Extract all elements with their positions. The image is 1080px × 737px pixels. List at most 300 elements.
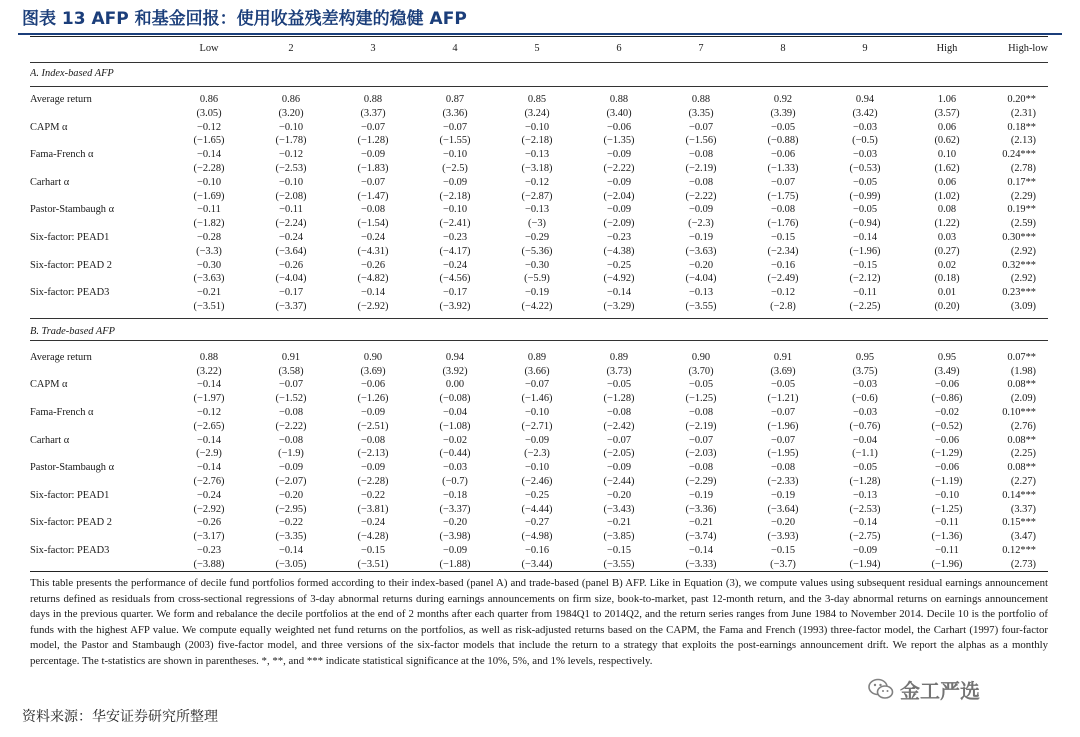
estimate-cell: −0.03 xyxy=(852,379,878,391)
estimate-cell: −0.09 xyxy=(442,544,468,556)
estimate-cell: −0.26 xyxy=(360,259,386,271)
row-label xyxy=(30,300,168,314)
estimate-cell: 0.87 xyxy=(445,94,465,105)
estimate-cell: −0.06 xyxy=(934,434,960,446)
estimate-cell: −0.24 xyxy=(360,517,386,529)
estimate-cell: −0.05 xyxy=(770,379,796,391)
t-stat-cell: (−4.28) xyxy=(357,531,389,543)
row-label xyxy=(30,162,168,176)
t-stat-cell: (−3.63) xyxy=(685,245,717,257)
estimate-cell: −0.16 xyxy=(524,544,550,556)
estimate-cell: −0.07 xyxy=(278,379,304,391)
estimate-cell: −0.09 xyxy=(524,434,550,446)
results-table xyxy=(30,36,1048,572)
t-stat-row xyxy=(30,272,1048,286)
t-stat-cell: (−3.55) xyxy=(603,558,635,570)
t-stat-cell: (−2.51) xyxy=(357,420,389,432)
t-stat-cell: (2.13) xyxy=(1010,135,1036,147)
t-stat-cell: (−2.5) xyxy=(442,162,468,174)
t-stat-cell: (−3.51) xyxy=(193,300,225,312)
estimate-cell: 0.12*** xyxy=(1002,544,1036,556)
t-stat-cell: (−3.3) xyxy=(196,245,222,257)
t-stat-cell: (−2.41) xyxy=(439,218,471,230)
estimate-cell: 0.90 xyxy=(691,351,711,363)
estimate-cell: 0.88 xyxy=(691,94,711,105)
estimate-cell: 0.91 xyxy=(281,351,301,363)
estimate-row xyxy=(30,203,1048,217)
estimate-cell: −0.15 xyxy=(770,544,796,556)
t-stat-cell: (−1.94) xyxy=(849,558,881,570)
t-stat-cell: (−1.96) xyxy=(767,420,799,432)
estimate-cell: −0.06 xyxy=(934,379,960,391)
estimate-cell: −0.06 xyxy=(360,379,386,391)
t-stat-cell: (−3.35) xyxy=(275,531,307,543)
column-header: 3 xyxy=(370,43,376,54)
t-stat-cell: (−3.33) xyxy=(685,558,717,570)
t-stat-cell: (−0.86) xyxy=(931,393,963,405)
t-stat-cell: (−2.28) xyxy=(357,475,389,487)
estimate-cell: −0.08 xyxy=(360,204,386,216)
estimate-cell: 0.95 xyxy=(855,351,875,363)
row-label xyxy=(30,392,168,406)
estimate-cell: 0.86 xyxy=(281,94,301,105)
estimate-row xyxy=(30,378,1048,392)
t-stat-cell: (3.70) xyxy=(688,365,714,377)
estimate-row xyxy=(30,231,1048,245)
row-label xyxy=(30,447,168,461)
t-stat-cell: (2.59) xyxy=(1010,218,1036,230)
t-stat-cell: (3.75) xyxy=(852,365,878,377)
t-stat-cell: (−0.99) xyxy=(849,190,881,202)
t-stat-cell: (−4.38) xyxy=(603,245,635,257)
t-stat-cell: (−1.55) xyxy=(439,135,471,147)
estimate-row xyxy=(30,286,1048,300)
estimate-cell: −0.20 xyxy=(606,489,632,501)
t-stat-cell: (−4.04) xyxy=(275,273,307,285)
t-stat-cell: (−2.13) xyxy=(357,448,389,460)
spacer-cell xyxy=(30,344,1048,351)
estimate-cell: −0.05 xyxy=(770,121,796,133)
estimate-cell: −0.12 xyxy=(278,149,304,161)
estimate-cell: −0.16 xyxy=(770,259,796,271)
estimate-cell: −0.13 xyxy=(852,489,878,501)
t-stat-cell: (−1.95) xyxy=(767,448,799,460)
t-stat-cell: (−3.85) xyxy=(603,531,635,543)
row-label xyxy=(30,134,168,148)
estimate-cell: −0.14 xyxy=(852,231,878,243)
column-header: 6 xyxy=(616,43,622,54)
estimate-cell: 0.24*** xyxy=(1002,149,1036,161)
t-stat-cell: (2.31) xyxy=(1010,107,1036,119)
t-stat-cell: (−1.96) xyxy=(849,245,881,257)
estimate-cell: −0.03 xyxy=(852,149,878,161)
estimate-row xyxy=(30,351,1048,365)
estimate-cell: −0.26 xyxy=(278,259,304,271)
t-stat-cell: (2.09) xyxy=(1010,393,1036,405)
column-header: 5 xyxy=(534,43,540,54)
estimate-cell: −0.07 xyxy=(442,121,468,133)
t-stat-cell: (−4.92) xyxy=(603,273,635,285)
t-stat-cell: (−4.44) xyxy=(521,503,553,515)
row-label: Pastor-Stambaugh α xyxy=(30,462,115,474)
t-stat-row xyxy=(30,420,1048,434)
t-stat-cell: (−1.46) xyxy=(521,393,553,405)
estimate-cell: 0.10 xyxy=(937,149,957,161)
row-label: Average return xyxy=(30,94,92,105)
t-stat-cell: (−0.7) xyxy=(442,475,468,487)
t-stat-row xyxy=(30,558,1048,572)
t-stat-cell: (−4.04) xyxy=(685,273,717,285)
panel-header-row xyxy=(30,320,1048,344)
table-note: This table presents the performance of decile fund portfolios formed according to their index-based (panel A) and trade-based (panel B) AFP. Like in Equation (3), we compute values using subsequent residual earnings announcement returns defined as residuals from cross-sectional regressions of 3-day abnormal returns during earnings announcements on firm size, book-to-market, past 12-month return, and the 3-day abnormal returns on earnings announcement days in the previous quarter. We form and rebalance the decile portfolios at the end of 2 months after each quarter from 1984Q1 to 2014Q2, and the return series ranges from June 1984 to November 2014. Decile 10 is the portfolio of funds with the highest AFP value. We compute equally weighted net fund returns on the portfolios, as well as risk-adjusted returns based on the CAPM, the Fama and French (1993) three-factor model, the Carhart (1997) four-factor model, the Pastor and Stambaugh (2003) five-factor model, and three versions of the six-factor models that include the return to a strategy that exploits the post-earnings announcement drift. We report the alphas as a monthly percentage. The t-statistics are shown in parentheses. *, **, and *** indicate statistical significance at the 10%, 5%, and 1% levels, respectively. xyxy=(30,577,1048,667)
t-stat-cell: (−2.76) xyxy=(193,475,225,487)
row-label xyxy=(30,107,168,121)
t-stat-row xyxy=(30,530,1048,544)
t-stat-cell: (2.25) xyxy=(1010,448,1036,460)
estimate-cell: −0.04 xyxy=(852,434,878,446)
estimate-cell: −0.10 xyxy=(278,176,304,188)
estimate-cell: 0.20** xyxy=(1007,94,1036,105)
t-stat-cell: (−1.33) xyxy=(767,162,799,174)
estimate-cell: −0.22 xyxy=(278,517,304,529)
estimate-cell: −0.09 xyxy=(688,204,714,216)
estimate-cell: −0.07 xyxy=(606,434,632,446)
row-label xyxy=(30,245,168,259)
t-stat-cell: (−4.31) xyxy=(357,245,389,257)
estimate-cell: −0.06 xyxy=(606,121,632,133)
figure-title: 图表 13 AFP 和基金回报：使用收益残差构建的稳健 AFP xyxy=(22,9,467,29)
t-stat-cell: (−2.34) xyxy=(767,245,799,257)
estimate-cell: −0.07 xyxy=(360,176,386,188)
estimate-row xyxy=(30,489,1048,503)
column-header: 4 xyxy=(452,43,458,54)
estimate-cell: −0.03 xyxy=(852,406,878,418)
t-stat-cell: (−1.25) xyxy=(685,393,717,405)
estimate-cell: −0.08 xyxy=(688,149,714,161)
t-stat-cell: (−4.56) xyxy=(439,273,471,285)
estimate-cell: 0.86 xyxy=(199,94,219,105)
estimate-cell: −0.11 xyxy=(935,544,959,556)
watermark-text: 金工严选 xyxy=(900,679,980,703)
t-stat-cell: (−2.3) xyxy=(688,218,714,230)
t-stat-cell: (−1.82) xyxy=(193,218,225,230)
t-stat-cell: (−0.94) xyxy=(849,218,881,230)
t-stat-cell: (−4.98) xyxy=(521,531,553,543)
row-label: Carhart α xyxy=(30,434,70,446)
estimate-cell: −0.29 xyxy=(524,231,550,243)
t-stat-cell: (−2.65) xyxy=(193,420,225,432)
t-stat-cell: (−0.6) xyxy=(852,393,878,405)
t-stat-cell: (−3.44) xyxy=(521,558,553,570)
estimate-cell: −0.17 xyxy=(278,287,304,299)
t-stat-row xyxy=(30,392,1048,406)
t-stat-cell: (3.36) xyxy=(442,107,468,119)
t-stat-cell: (1.98) xyxy=(1010,365,1036,377)
estimate-cell: −0.28 xyxy=(196,231,222,243)
t-stat-cell: (−3.18) xyxy=(521,162,553,174)
estimate-cell: −0.25 xyxy=(606,259,632,271)
column-header: 8 xyxy=(780,43,786,54)
t-stat-cell: (−1.78) xyxy=(275,135,307,147)
t-stat-cell: (−1.21) xyxy=(767,393,799,405)
t-stat-cell: (3.92) xyxy=(442,365,468,377)
spacer-cell xyxy=(30,86,1048,93)
estimate-cell: 0.19** xyxy=(1007,204,1036,216)
t-stat-cell: (−3.88) xyxy=(193,558,225,570)
t-stat-cell: (2.73) xyxy=(1010,558,1036,570)
t-stat-cell: (−2.9) xyxy=(196,448,222,460)
t-stat-cell: (3.09) xyxy=(1010,300,1036,312)
table-body xyxy=(30,62,1048,572)
row-label xyxy=(30,420,168,434)
estimate-cell: 0.88 xyxy=(199,351,219,363)
estimate-cell: 0.89 xyxy=(527,351,547,363)
estimate-cell: 0.01 xyxy=(937,287,957,299)
estimate-cell: −0.07 xyxy=(688,121,714,133)
estimate-cell: −0.08 xyxy=(688,462,714,474)
estimate-cell: 0.07** xyxy=(1007,351,1036,363)
estimate-cell: −0.09 xyxy=(278,462,304,474)
t-stat-cell: (−3.7) xyxy=(770,558,796,570)
t-stat-cell: (−1.54) xyxy=(357,218,389,230)
t-stat-cell: (−2.03) xyxy=(685,448,717,460)
t-stat-cell: (−2.22) xyxy=(603,162,635,174)
estimate-cell: −0.21 xyxy=(606,517,632,529)
estimate-cell: −0.07 xyxy=(770,434,796,446)
estimate-cell: −0.10 xyxy=(442,149,468,161)
t-stat-cell: (−0.44) xyxy=(439,448,471,460)
row-label: Fama-French α xyxy=(30,149,94,161)
spacer-row xyxy=(30,344,1048,351)
t-stat-cell: (3.49) xyxy=(934,365,960,377)
estimate-cell: −0.12 xyxy=(196,406,222,418)
t-stat-row xyxy=(30,134,1048,148)
t-stat-cell: (−2.05) xyxy=(603,448,635,460)
row-label: Six-factor: PEAD1 xyxy=(30,489,110,501)
row-label: Six-factor: PEAD 2 xyxy=(30,259,112,271)
t-stat-cell: (3.37) xyxy=(1010,503,1036,515)
t-stat-cell: (−1.25) xyxy=(931,503,963,515)
wechat-icon xyxy=(868,678,894,708)
estimate-cell: −0.14 xyxy=(852,517,878,529)
estimate-cell: 0.17** xyxy=(1007,176,1036,188)
t-stat-cell: (−1.69) xyxy=(193,190,225,202)
estimate-row xyxy=(30,121,1048,135)
t-stat-cell: (3.42) xyxy=(852,107,878,119)
t-stat-cell: (3.57) xyxy=(934,107,960,119)
title-rule xyxy=(18,33,1062,35)
t-stat-cell: (−1.29) xyxy=(931,448,963,460)
t-stat-cell: (−2.3) xyxy=(524,448,550,460)
t-stat-row xyxy=(30,190,1048,204)
estimate-cell: −0.13 xyxy=(688,287,714,299)
estimate-cell: 0.18** xyxy=(1007,121,1036,133)
estimate-cell: −0.07 xyxy=(770,176,796,188)
estimate-cell: −0.15 xyxy=(852,259,878,271)
t-stat-cell: (3.47) xyxy=(1010,531,1036,543)
column-header: High-low xyxy=(1008,43,1048,54)
t-stat-cell: (−3.92) xyxy=(439,300,471,312)
column-header: 2 xyxy=(288,43,294,54)
estimate-cell: −0.19 xyxy=(524,287,550,299)
t-stat-row xyxy=(30,162,1048,176)
t-stat-cell: (−1.28) xyxy=(849,475,881,487)
estimate-cell: −0.10 xyxy=(934,489,960,501)
estimate-cell: −0.30 xyxy=(524,259,550,271)
t-stat-cell: (−2.25) xyxy=(849,300,881,312)
t-stat-cell: (3.22) xyxy=(196,365,222,377)
estimate-row xyxy=(30,434,1048,448)
estimate-row xyxy=(30,544,1048,558)
estimate-cell: −0.06 xyxy=(934,462,960,474)
t-stat-cell: (−3.29) xyxy=(603,300,635,312)
row-label xyxy=(30,475,168,489)
t-stat-cell: (3.73) xyxy=(606,365,632,377)
estimate-cell: 0.85 xyxy=(527,94,547,105)
t-stat-cell: (1.02) xyxy=(934,190,960,202)
estimate-cell: −0.05 xyxy=(852,462,878,474)
t-stat-cell: (2.27) xyxy=(1010,475,1036,487)
column-header: High xyxy=(936,43,958,54)
t-stat-cell: (2.29) xyxy=(1010,190,1036,202)
t-stat-cell: (−2.53) xyxy=(849,503,881,515)
estimate-cell: −0.03 xyxy=(852,121,878,133)
estimate-cell: −0.19 xyxy=(688,489,714,501)
t-stat-cell: (−2.53) xyxy=(275,162,307,174)
estimate-cell: −0.14 xyxy=(360,287,386,299)
t-stat-cell: (2.78) xyxy=(1010,162,1036,174)
row-label xyxy=(30,217,168,231)
estimate-cell: 0.10*** xyxy=(1002,406,1036,418)
t-stat-cell: (−2.44) xyxy=(603,475,635,487)
estimate-cell: −0.08 xyxy=(770,462,796,474)
estimate-cell: 0.03 xyxy=(937,231,957,243)
estimate-cell: 0.91 xyxy=(773,351,793,363)
estimate-cell: 0.94 xyxy=(445,351,465,363)
t-stat-cell: (−2.18) xyxy=(521,135,553,147)
estimate-cell: −0.19 xyxy=(770,489,796,501)
row-label xyxy=(30,272,168,286)
row-label: CAPM α xyxy=(30,121,68,133)
t-stat-cell: (−1.97) xyxy=(193,393,225,405)
t-stat-row xyxy=(30,245,1048,259)
row-label: Six-factor: PEAD3 xyxy=(30,544,110,556)
t-stat-cell: (3.69) xyxy=(360,365,386,377)
t-stat-cell: (2.92) xyxy=(1010,245,1036,257)
t-stat-cell: (−2.19) xyxy=(685,162,717,174)
t-stat-cell: (3.35) xyxy=(688,107,714,119)
estimate-cell: −0.15 xyxy=(770,231,796,243)
t-stat-cell: (−2.33) xyxy=(767,475,799,487)
estimate-cell: −0.20 xyxy=(278,489,304,501)
t-stat-cell: (1.62) xyxy=(934,162,960,174)
t-stat-cell: (−2.12) xyxy=(849,273,881,285)
t-stat-cell: (−3.17) xyxy=(193,531,225,543)
estimate-cell: −0.20 xyxy=(688,259,714,271)
t-stat-cell: (−1.9) xyxy=(278,448,304,460)
t-stat-cell: (−3.37) xyxy=(275,300,307,312)
t-stat-cell: (−2.42) xyxy=(603,420,635,432)
estimate-cell: −0.07 xyxy=(688,434,714,446)
t-stat-cell: (−3.51) xyxy=(357,558,389,570)
t-stat-cell: (3.69) xyxy=(770,365,796,377)
panel-label: A. Index-based AFP xyxy=(30,68,114,79)
estimate-cell: 0.15*** xyxy=(1002,517,1036,529)
t-stat-cell: (2.76) xyxy=(1010,420,1036,432)
t-stat-cell: (3.05) xyxy=(196,107,222,119)
estimate-cell: −0.05 xyxy=(852,176,878,188)
t-stat-cell: (−1.19) xyxy=(931,475,963,487)
estimate-cell: −0.08 xyxy=(688,176,714,188)
estimate-cell: −0.07 xyxy=(360,121,386,133)
t-stat-cell: (3.39) xyxy=(770,107,796,119)
estimate-cell: −0.21 xyxy=(688,517,714,529)
watermark xyxy=(868,676,980,706)
t-stat-cell: (2.92) xyxy=(1010,273,1036,285)
estimate-cell: −0.26 xyxy=(196,517,222,529)
t-stat-cell: (−2.24) xyxy=(275,218,307,230)
panel-label: B. Trade-based AFP xyxy=(30,325,115,337)
t-stat-cell: (−2.08) xyxy=(275,190,307,202)
row-label: Pastor-Stambaugh α xyxy=(30,204,115,216)
t-stat-cell: (−1.36) xyxy=(931,531,963,543)
estimate-cell: −0.15 xyxy=(360,544,386,556)
t-stat-cell: (3.24) xyxy=(524,107,550,119)
t-stat-cell: (−1.35) xyxy=(603,135,635,147)
estimate-cell: 0.30*** xyxy=(1002,231,1036,243)
row-label xyxy=(30,530,168,544)
estimate-cell: −0.09 xyxy=(606,176,632,188)
estimate-cell: −0.21 xyxy=(196,287,222,299)
estimate-cell: −0.25 xyxy=(524,489,550,501)
column-header: Low xyxy=(199,43,219,54)
estimate-cell: −0.03 xyxy=(442,462,468,474)
estimate-cell: −0.13 xyxy=(524,149,550,161)
estimate-cell: −0.05 xyxy=(688,379,714,391)
estimate-cell: −0.11 xyxy=(197,204,221,216)
row-label: Fama-French α xyxy=(30,406,94,418)
estimate-cell: 0.06 xyxy=(937,121,957,133)
t-stat-cell: (−4.17) xyxy=(439,245,471,257)
t-stat-cell: (−2.04) xyxy=(603,190,635,202)
estimate-cell: −0.09 xyxy=(606,462,632,474)
estimate-row xyxy=(30,461,1048,475)
estimate-cell: −0.02 xyxy=(934,406,960,418)
estimate-cell: −0.12 xyxy=(196,121,222,133)
estimate-cell: −0.09 xyxy=(360,149,386,161)
estimate-row xyxy=(30,148,1048,162)
column-header: 7 xyxy=(698,43,704,54)
estimate-cell: −0.27 xyxy=(524,517,550,529)
t-stat-cell: (−1.56) xyxy=(685,135,717,147)
estimate-cell: 0.89 xyxy=(609,351,629,363)
t-stat-cell: (−2.22) xyxy=(275,420,307,432)
estimate-cell: −0.30 xyxy=(196,259,222,271)
t-stat-cell: (−1.52) xyxy=(275,393,307,405)
row-label: Six-factor: PEAD 2 xyxy=(30,517,112,529)
estimate-cell: −0.17 xyxy=(442,287,468,299)
estimate-cell: −0.14 xyxy=(196,462,222,474)
estimate-cell: −0.06 xyxy=(770,149,796,161)
row-label: CAPM α xyxy=(30,379,68,391)
t-stat-cell: (−3.64) xyxy=(275,245,307,257)
estimate-cell: −0.05 xyxy=(606,379,632,391)
t-stat-cell: (−2.19) xyxy=(685,420,717,432)
t-stat-cell: (−3.93) xyxy=(767,531,799,543)
column-header: 9 xyxy=(862,43,868,54)
estimate-cell: 0.23*** xyxy=(1002,287,1036,299)
estimate-cell: −0.12 xyxy=(770,287,796,299)
